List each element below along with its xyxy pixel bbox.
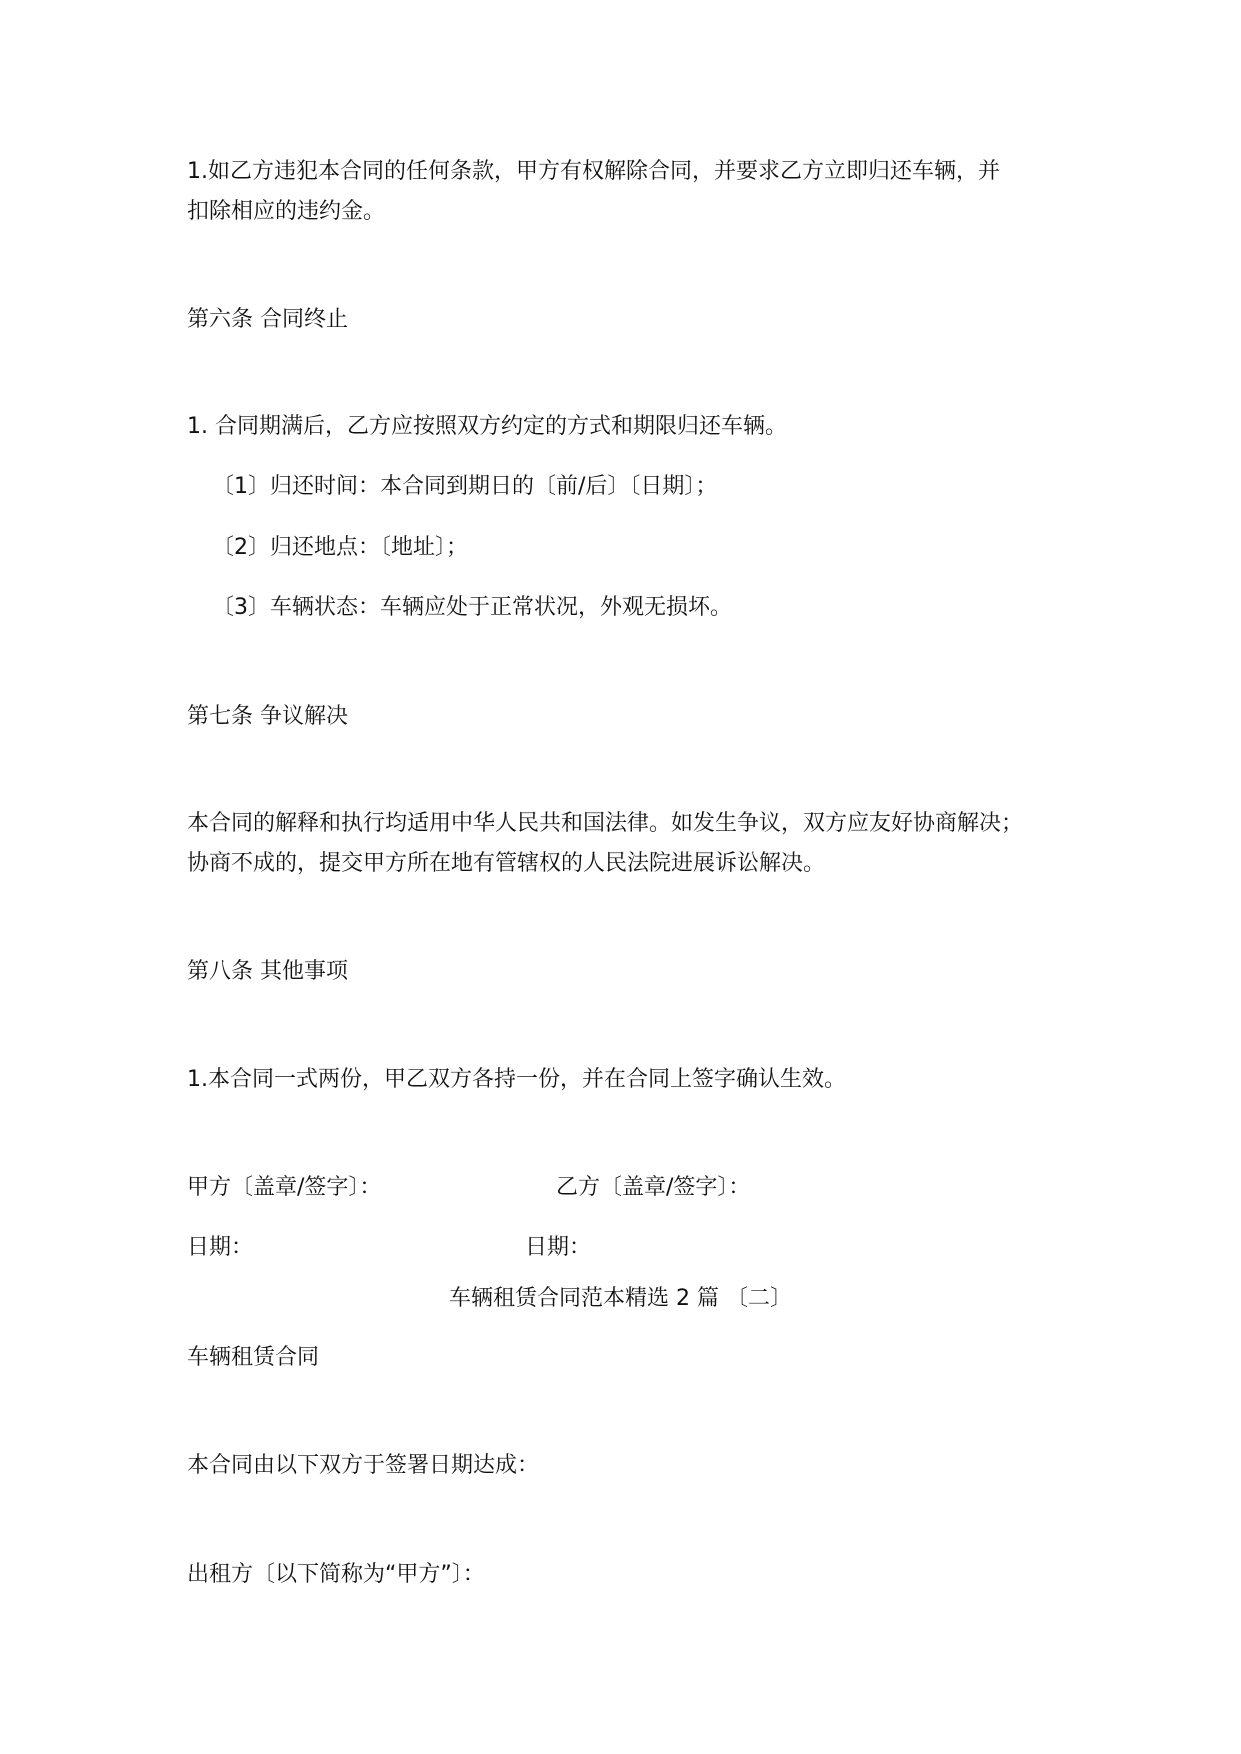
section6-heading: 第六条 合同终止: [187, 307, 348, 332]
party-b-signature-label: 乙方〔盖章/签字〕：: [556, 1175, 751, 1200]
second-contract-title: 车辆租赁合同范本精选 2 篇 〔二〕: [449, 1286, 792, 1311]
section7-line1: 本合同的解释和执行均适用中华人民共和国法律。如发生争议，双方应友好协商解决；: [187, 811, 1024, 836]
section7-line2: 协商不成的，提交甲方所在地有管辖权的人民法院进展诉讼解决。: [187, 851, 826, 876]
section8-heading: 第八条 其他事项: [187, 959, 348, 984]
section6-item2: 〔2〕归还地点：〔地址〕；: [212, 535, 468, 560]
section5-clause1-line1: 1.如乙方违犯本合同的任何条款，甲方有权解除合同，并要求乙方立即归还车辆，并: [187, 159, 1000, 184]
section8-clause1: 1.本合同一式两份，甲乙双方各持一份，并在合同上签字确认生效。: [187, 1067, 846, 1092]
section7-heading: 第七条 争议解决: [187, 704, 348, 729]
section6-clause1: 1. 合同期满后，乙方应按照双方约定的方式和期限归还车辆。: [187, 414, 787, 439]
second-contract-intro: 本合同由以下双方于签署日期达成：: [187, 1453, 540, 1478]
second-contract-lessor: 出租方〔以下简称为“甲方”〕：: [187, 1562, 485, 1587]
section6-item3: 〔3〕车辆状态：车辆应处于正常状况，外观无损坏。: [212, 595, 732, 620]
second-contract-name: 车辆租赁合同: [187, 1345, 320, 1370]
party-a-signature-label: 甲方〔盖章/签字〕：: [187, 1175, 382, 1200]
section6-item1: 〔1〕归还时间：本合同到期日的〔前/后〕〔日期〕；: [212, 474, 718, 499]
party-a-date-label: 日期：: [187, 1235, 254, 1260]
section5-clause1-line2: 扣除相应的违约金。: [187, 199, 386, 224]
party-b-date-label: 日期：: [525, 1235, 592, 1260]
